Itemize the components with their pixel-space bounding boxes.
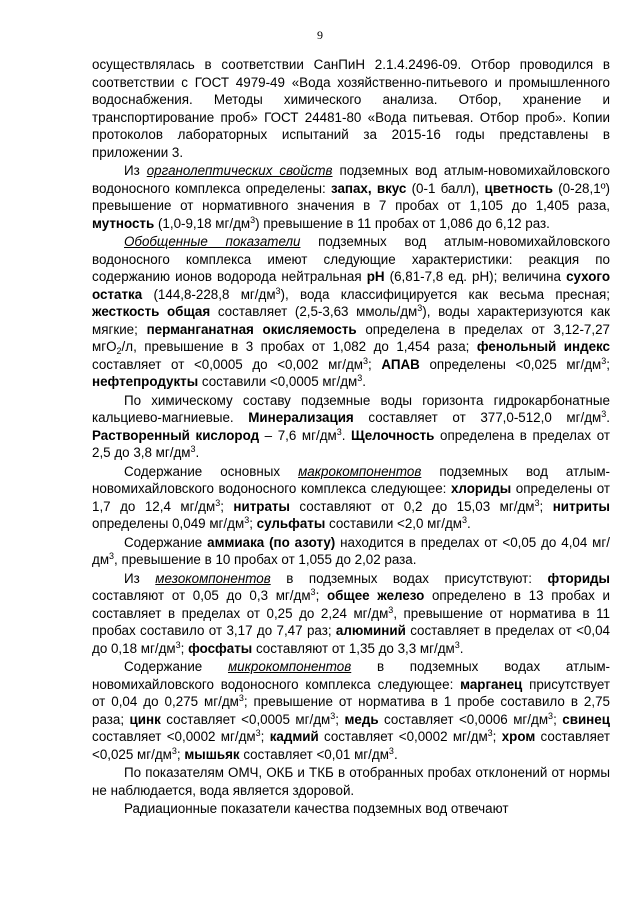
text: составляет <0,0005 мг/дм	[160, 711, 331, 727]
text: ;	[260, 729, 270, 744]
superscript: 3	[250, 214, 256, 225]
text: составляет <0,025 мг/дм	[92, 729, 610, 762]
superscript: 3	[388, 745, 394, 756]
text: /л, превышение в 3 пробах от 1,082 до 1,454 раза;	[121, 339, 477, 354]
section-term: Обобщенные показатели	[124, 234, 301, 249]
superscript: 3	[548, 710, 554, 721]
section-term: органолептических свойств	[146, 163, 333, 178]
text: .	[606, 410, 610, 425]
text: определено в 13 пробах и составляет в пределах от 0,25 до 2,24 мг/дм	[92, 588, 610, 621]
text: находится в пределах от <0,05 до 4,04 мг/дм	[92, 534, 610, 567]
text: подземных вод атлым-новомихайловского водоносного комплекса определены:	[92, 163, 610, 196]
text: составляет <0,0002 мг/дм	[318, 729, 488, 744]
superscript: 3	[388, 604, 394, 615]
text: ), воды характеризуются как мягкие;	[92, 304, 611, 337]
text: определены от 1,7 до 12,4 мг/дм	[92, 481, 611, 514]
text: ;	[539, 498, 553, 514]
paragraph-organoleptic	[92, 162, 610, 232]
text: в подземных водах атлым-новомихайловского водоносного комплекса следующее:	[92, 659, 610, 692]
text: ;	[553, 711, 563, 727]
parameter-name: Минерализация	[248, 410, 354, 425]
superscript: 3	[462, 515, 468, 525]
text: в подземных водах присутствуют:	[270, 570, 548, 586]
text: определена в пределах от 3,12-7,27 мгО	[92, 321, 610, 354]
text: .	[195, 445, 200, 460]
text: присутствует от 0,04 до 0,275 мг/дм	[92, 676, 610, 709]
superscript: 3	[238, 693, 244, 703]
parameter-name: цветность	[484, 180, 553, 196]
superscript: 3	[363, 355, 369, 366]
parameter-name: кадмий	[269, 729, 319, 744]
parameter-name: нитраты	[233, 498, 290, 514]
paragraph-microcomponents	[92, 658, 610, 763]
document-body	[92, 56, 610, 819]
text: ;	[606, 356, 610, 372]
parameter-name: сухого остатка	[92, 269, 610, 302]
text: (1,0-9,18 мг/дм	[154, 215, 251, 231]
superscript: 3	[336, 426, 342, 437]
text: Содержание	[124, 534, 208, 550]
parameter-name: АПАВ	[381, 356, 420, 372]
text: ;	[249, 516, 257, 531]
parameter-name: pH	[366, 269, 385, 284]
text: ), вода классифицируется как весьма пресная;	[280, 286, 610, 302]
superscript: 3	[215, 497, 221, 508]
superscript: 3	[310, 587, 316, 597]
text: ;	[220, 498, 234, 514]
text: Из	[124, 570, 156, 586]
parameter-name: фториды	[547, 570, 610, 586]
text: составили <0,0005 мг/дм	[198, 374, 358, 389]
text: .	[459, 640, 464, 656]
text: ;	[368, 356, 382, 372]
parameter-name: нефтепродукты	[92, 374, 199, 389]
superscript: 3	[244, 515, 250, 525]
parameter-name: запах, вкус	[330, 180, 407, 196]
parameter-name: алюминий	[335, 623, 406, 638]
parameter-name: нитриты	[552, 498, 610, 514]
parameter-name: цинк	[129, 711, 161, 727]
text: ;	[176, 746, 185, 762]
paragraph-general-indicators	[92, 233, 610, 391]
superscript: 3	[175, 639, 181, 650]
text: Радиационные показатели качества подземных вод отвечают	[124, 801, 509, 816]
text: , превышение в 10 пробах от 1,055 до 2,02 раза.	[114, 552, 417, 567]
text: , превышение от норматива в 11 пробах составило от 3,17 до 7,47 раз;	[92, 605, 610, 638]
text: ;	[315, 588, 327, 603]
paragraph-chemical-composition	[92, 392, 610, 462]
text: осуществлялась в соответствии СанПиН 2.1.4.2496-09. Отбор проводился в соответствии с ГОСТ 4979-49 «Вода хозяйственно-питьевого и промышленного водоснабжения. Методы химического анализа. Отбор, хранение и транспортирование проб» ГОСТ 24481-80 «Вода питьевая. Отбор проб». Копии протоколов лабораторных испытаний за 2015-16 годы представлены в приложении 3.	[92, 57, 610, 160]
text: составляет от <0,0005 до <0,002 мг/дм	[92, 356, 363, 372]
text: составляет в пределах от <0,04 до 0,18 мг/дм	[92, 623, 610, 656]
text: – 7,6 мг/дм	[259, 427, 337, 443]
superscript: 3	[534, 497, 540, 508]
text: составляют от 1,35 до 3,3 мг/дм	[252, 640, 455, 656]
text: Содержание основных	[124, 463, 299, 479]
text: .	[362, 374, 366, 389]
text: .	[393, 746, 398, 762]
text: составляет <0,0006 мг/дм	[378, 711, 549, 727]
superscript: 3	[454, 639, 460, 650]
superscript: 3	[190, 444, 196, 454]
parameter-name: мышьяк	[184, 746, 240, 762]
superscript: 3	[255, 728, 261, 738]
superscript: 3	[487, 728, 493, 738]
text: подземных вод атлым-новомихайловского водоносного комплекса следующее:	[92, 463, 611, 496]
parameter-name: Растворенный кислород	[92, 427, 260, 443]
subscript: 2	[116, 346, 122, 356]
paragraph-radiation	[92, 800, 610, 818]
superscript: 3	[275, 285, 281, 296]
parameter-name: сульфаты	[256, 516, 326, 531]
section-term: микрокомпонентов	[227, 659, 352, 674]
text: По показателям ОМЧ, ОКБ и ТКБ в отобранных пробах отклонений от нормы не наблюдается, вода является здоровой.	[92, 765, 610, 798]
parameter-name: Щелочность	[351, 427, 435, 443]
superscript: 3	[601, 355, 607, 366]
parameter-name: общее железо	[326, 588, 425, 603]
text: определены <0,025 мг/дм	[419, 356, 602, 372]
parameter-name: фосфаты	[188, 640, 253, 656]
text: подземных вод атлым-новомихайловского водоносного комплекса имеют следующие характеристики: реакция по содержанию ионов водорода нейтральная	[92, 234, 611, 284]
text: составляет <0,0002 мг/дм	[92, 729, 256, 744]
paragraph-microbiology	[92, 764, 610, 799]
text: составляют от 0,05 до 0,3 мг/дм	[92, 588, 311, 603]
text: По химическому составу подземные воды горизонта гидрокарбонатные кальциево-магниевые.	[92, 392, 610, 425]
text: Содержание	[124, 659, 228, 674]
parameter-name: фенольный индекс	[476, 339, 610, 354]
paragraph-sampling	[92, 56, 610, 161]
paragraph-ammonia	[92, 534, 610, 569]
parameter-name: хлориды	[450, 481, 512, 496]
text: составляет от 377,0-512,0 мг/дм	[353, 410, 602, 425]
section-term: макрокомпонентов	[298, 463, 422, 479]
superscript: 3	[357, 373, 363, 383]
text: .	[467, 516, 471, 531]
parameter-name: жесткость общая	[92, 304, 211, 319]
text: .	[341, 427, 352, 443]
text: (6,81-7,8 ед. pH); величина	[384, 269, 567, 284]
text: определены 0,049 мг/дм	[92, 516, 245, 531]
superscript: 3	[330, 710, 336, 721]
superscript: 3	[171, 745, 177, 756]
section-term: мезокомпонентов	[155, 570, 271, 586]
text: составили <2,0 мг/дм	[325, 516, 463, 531]
text: ) превышение в 11 пробах от 1,086 до 6,12 раз.	[255, 215, 550, 231]
superscript: 3	[109, 551, 115, 561]
parameter-name: мутность	[92, 215, 155, 231]
text: ;	[180, 640, 189, 656]
parameter-name: свинец	[562, 711, 610, 727]
paragraph-macrocomponents	[92, 463, 610, 533]
text: (0-28,1º) превышение от нормативного значения в 7 пробах от 1,105 до 1,405 раза,	[92, 180, 610, 213]
parameter-name: аммиака (по азоту)	[207, 534, 336, 550]
parameter-name: марганец	[460, 676, 523, 692]
text: (0-1 балл),	[406, 180, 485, 196]
text: составляют от 0,2 до 15,03 мг/дм	[289, 498, 535, 514]
text: составляет <0,01 мг/дм	[239, 746, 389, 762]
text: Из	[124, 163, 147, 178]
superscript: 3	[601, 409, 607, 419]
page-number: 9	[317, 28, 323, 42]
text: ;	[335, 711, 345, 727]
text: определена в пределах от 2,5 до 3,8 мг/дм	[92, 427, 610, 460]
superscript: 3	[417, 303, 423, 313]
parameter-name: медь	[344, 711, 379, 727]
paragraph-mesocomponents	[92, 570, 610, 658]
parameter-name: перманганатная окисляемость	[146, 321, 357, 337]
parameter-name: хром	[501, 729, 536, 744]
text: ; превышение от норматива в 1 пробе составило в 2,75 раза;	[92, 694, 610, 727]
text: ;	[492, 729, 502, 744]
text: составляет (2,5-3,63 ммоль/дм	[210, 304, 418, 319]
text: (144,8-228,8 мг/дм	[142, 286, 276, 302]
